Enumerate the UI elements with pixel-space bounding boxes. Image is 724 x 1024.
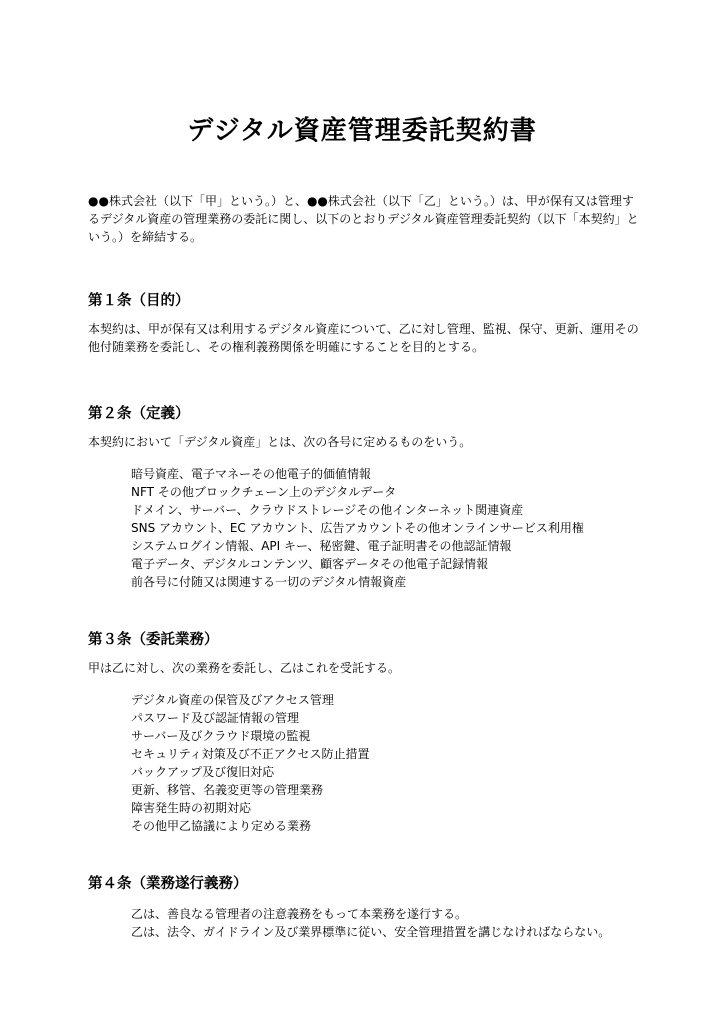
article-3-item: 障害発生時の初期対応: [131, 801, 252, 815]
article-1-body: 本契約は、甲が保有又は利用するデジタル資産について、乙に対し管理、監視、保守、更新、運用その他付随業務を委託し、その権利義務関係を明確にすることを目的とする。: [88, 322, 639, 354]
article-2-item: ドメイン、サーバー、クラウドストレージその他インターネット関連資産: [131, 503, 524, 517]
article-2-item: SNS アカウント、EC アカウント、広告アカウントその他オンラインサービス利用権: [131, 521, 584, 535]
article-4-item: 乙は、善良なる管理者の注意義務をもって本業務を遂行する。: [131, 907, 468, 921]
article-3-item: サーバー及びクラウド環境の監視: [131, 729, 311, 743]
article-3-item: デジタル資産の保管及びアクセス管理: [131, 693, 334, 707]
article-4-heading: 第４条（業務遂行義務）: [88, 876, 248, 892]
article-3-heading: 第３条（委託業務）: [88, 632, 219, 648]
article-3-item: セキュリティ対策及び不正アクセス防止措置: [131, 747, 370, 761]
article-2-item: NFT その他ブロックチェーン上のデジタルデータ: [131, 485, 397, 499]
article-2-item: 前各号に付随又は関連する一切のデジタル情報資産: [131, 575, 407, 589]
article-3-item-list: [131, 691, 369, 835]
intro-paragraph: ●●株式会社（以下「甲」という。）と、●●株式会社（以下「乙」という。）は、甲が保有又は管理するデジタル資産の管理業務の委託に関し、以下のとおりデジタル資産管理委託契約（以下「本契約」という。）を締結する。: [88, 194, 639, 244]
document-title: デジタル資産管理委託契約書: [187, 116, 537, 146]
article-2-item: システムログイン情報、API キー、秘密鍵、電子証明書その他認証情報: [131, 539, 512, 553]
article-3-item: パスワード及び認証情報の管理: [131, 711, 300, 725]
article-2-item: 暗号資産、電子マネーその他電子的価値情報: [131, 467, 372, 481]
article-2-heading: 第２条（定義）: [88, 406, 190, 422]
article-3-item: 更新、移管、名義変更等の管理業務: [131, 783, 324, 797]
article-3-body: 甲は乙に対し、次の業務を委託し、乙はこれを受託する。: [88, 661, 401, 675]
article-4-item-list: [131, 905, 610, 941]
article-3-item: バックアップ及び復旧対応: [131, 765, 275, 779]
article-4-item: 乙は、法令、ガイドライン及び業界標準に従い、安全管理措置を講じなければならない。: [131, 925, 611, 939]
article-3-item: その他甲乙協議により定める業務: [131, 819, 312, 833]
article-2-item-list: [131, 465, 584, 591]
article-2-item: 電子データ、デジタルコンテンツ、顧客データその他電子記録情報: [131, 557, 489, 571]
article-2-body: 本契約において「デジタル資産」とは、次の各号に定めるものをいう。: [88, 435, 472, 449]
article-1-heading: 第１条（目的）: [88, 293, 190, 309]
